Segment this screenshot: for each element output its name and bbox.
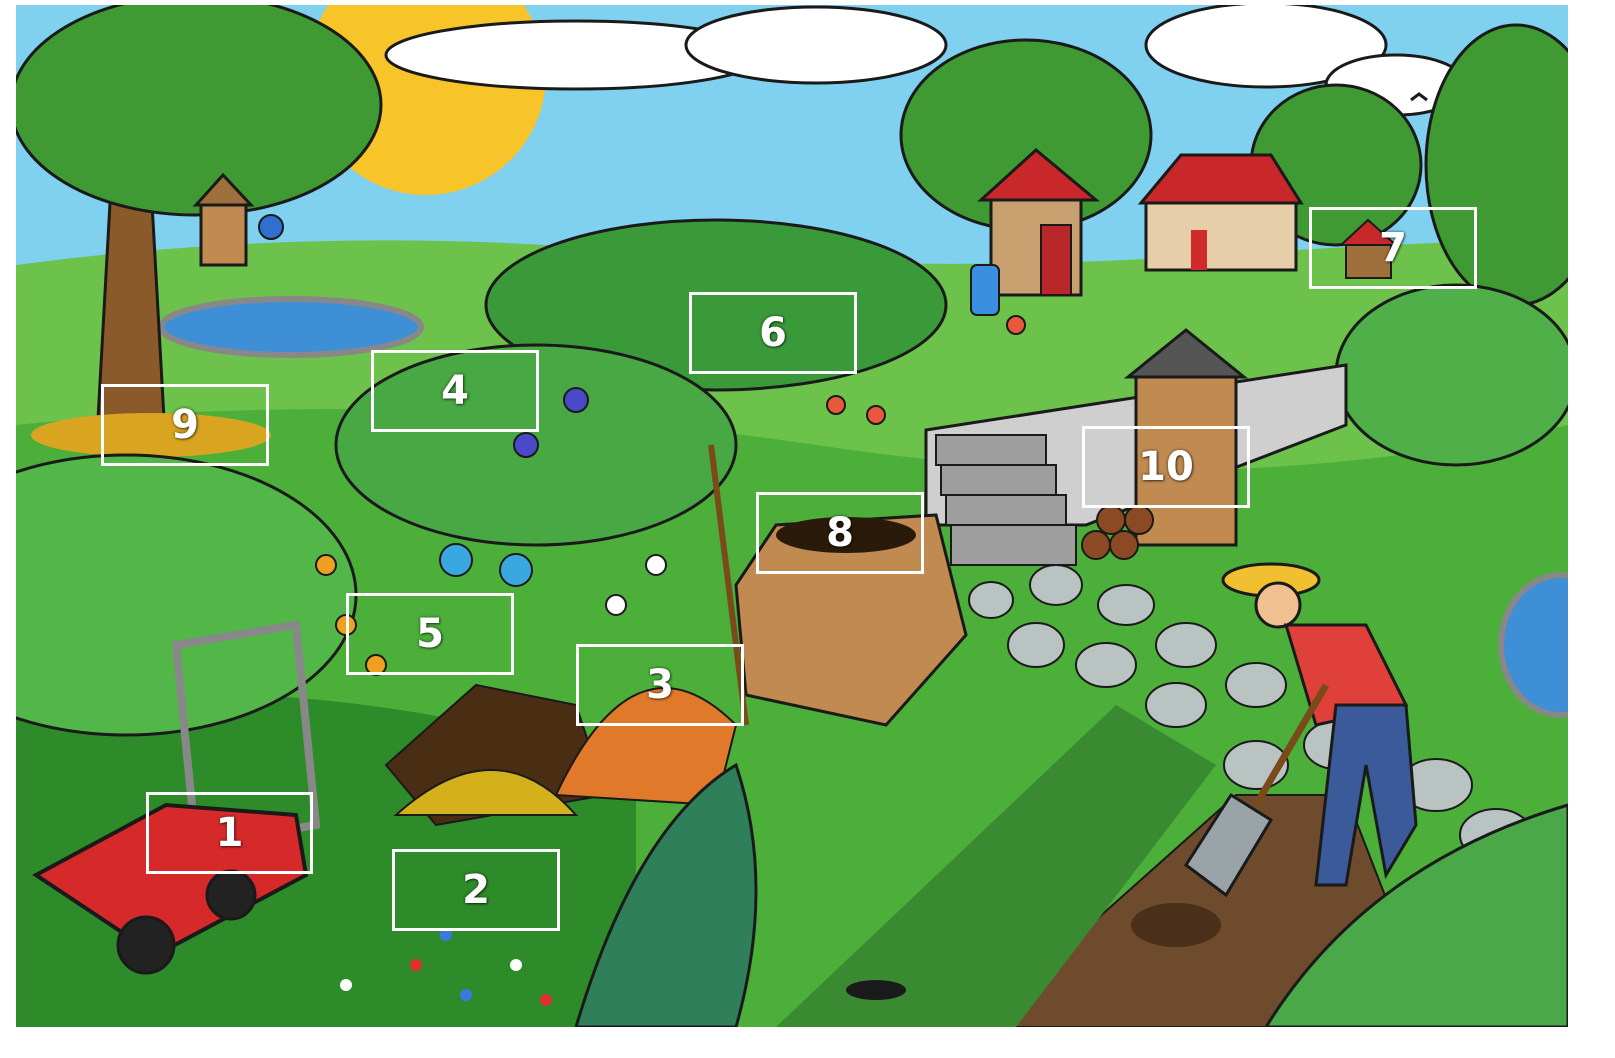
- marker-label-7: 7: [1379, 225, 1407, 271]
- marker-label-3: 3: [646, 662, 674, 708]
- marker-label-6: 6: [759, 310, 787, 356]
- soil-mound: [1131, 903, 1221, 947]
- marker-label-2: 2: [462, 867, 490, 913]
- marker-label-4: 4: [441, 368, 469, 414]
- hedge: [1336, 285, 1568, 465]
- ant-icon: [846, 980, 906, 1000]
- marker-4[interactable]: [371, 350, 539, 432]
- marker-8[interactable]: [756, 492, 924, 574]
- bluebird-icon: [259, 215, 283, 239]
- marker-label-1: 1: [215, 810, 244, 856]
- marker-6[interactable]: [689, 292, 857, 374]
- marker-10[interactable]: [1082, 426, 1250, 508]
- marker-label-10: 10: [1138, 444, 1194, 490]
- garden-illustration: [16, 5, 1568, 1027]
- house-icon: [1141, 155, 1301, 270]
- marker-label-5: 5: [416, 611, 444, 657]
- marker-9[interactable]: [101, 384, 269, 466]
- rain-barrel-icon: [971, 265, 999, 315]
- marker-1[interactable]: [146, 792, 313, 874]
- marker-label-8: 8: [826, 510, 854, 556]
- marker-label-9: 9: [171, 402, 199, 448]
- marker-2[interactable]: [392, 849, 560, 931]
- marker-7[interactable]: [1309, 207, 1477, 289]
- marker-3[interactable]: [576, 644, 744, 726]
- pond-icon: [161, 299, 421, 355]
- marker-5[interactable]: [346, 593, 514, 675]
